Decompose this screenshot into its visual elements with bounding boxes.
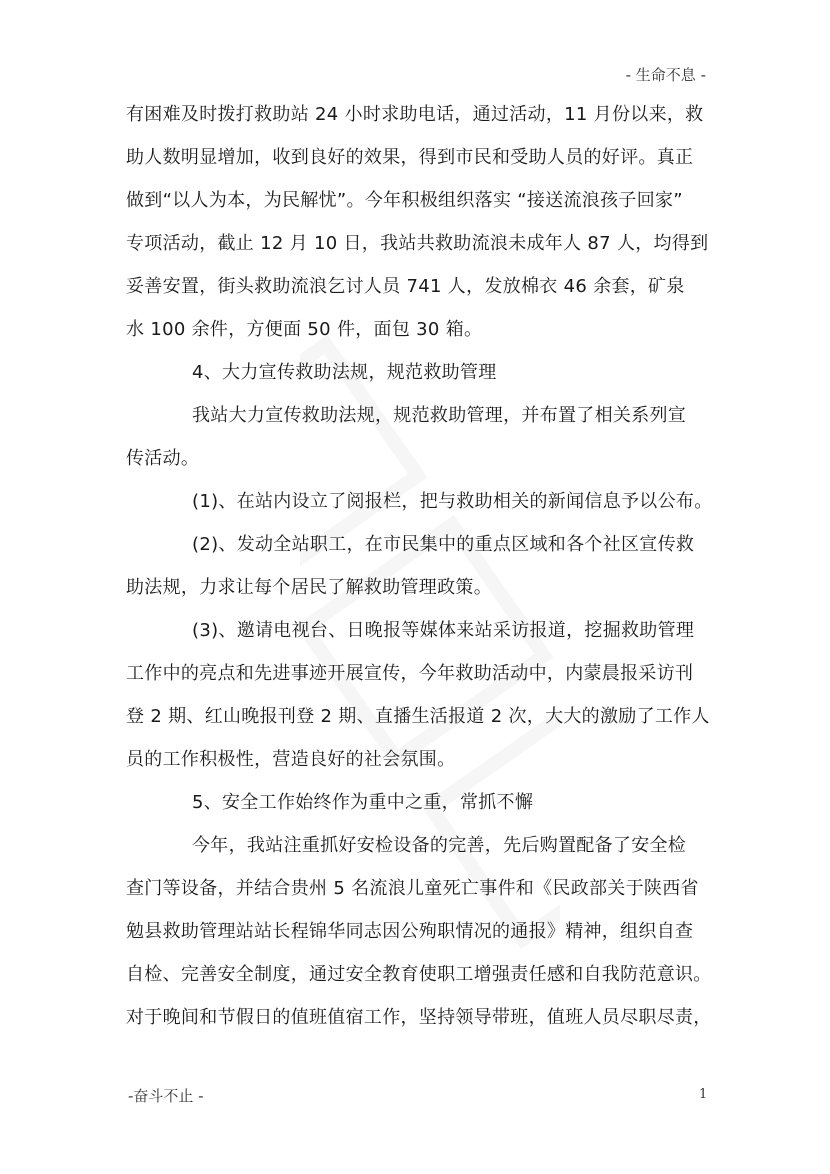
section-heading-5: 5、安全工作始终作为重中之重，常抓不懈	[192, 792, 534, 813]
text-line: 登 2 期、红山晚报刊登 2 期、直播生活报道 2 次，大大的激励了工作人	[126, 706, 710, 727]
text-line: (3)、邀请电视台、日晚报等媒体来站采访报道，挖掘救助管理	[192, 620, 695, 641]
text-line: 我站大力宣传救助法规，规范救助管理，并布置了相关系列宣	[192, 405, 687, 426]
section-heading-4: 4、大力宣传救助法规，规范救助管理	[192, 362, 497, 383]
text-line: 助法规，力求让每个居民了解救助管理政策。	[126, 577, 492, 598]
text-line: 工作中的亮点和先进事迹开展宣传，今年救助活动中，内蒙晨报采访刊	[126, 663, 694, 684]
page-header: - 生命不息 -	[625, 66, 706, 84]
text-line: 水 100 余件，方便面 50 件，面包 30 箱。	[126, 319, 483, 340]
list-item-1: (1)、在站内设立了阅报栏，把与救助相关的新闻信息予以公布。	[192, 491, 713, 512]
text-line: 查门等设备，并结合贵州 5 名流浪儿童死亡事件和《民政部关于陕西省	[126, 878, 699, 899]
text-line: 勉县救助管理站站长程锦华同志因公殉职情况的通报》精神，组织自查	[126, 921, 694, 942]
text-line: 今年，我站注重抓好安检设备的完善，先后购置配备了安全检	[192, 835, 687, 856]
text-line: 做到“以人为本，为民解忧”。今年积极组织落实 “接送流浪孩子回家”	[126, 190, 683, 211]
list-item-2	[126, 530, 706, 603]
page-footer: -奋斗不止 -	[128, 1087, 204, 1105]
page-number: 1	[699, 1087, 708, 1102]
body-text	[126, 100, 713, 1033]
text-line: 专项活动，截止 12 月 10 日，我站共救助流浪未成年人 87 人，均得到	[126, 233, 709, 254]
text-line: 传活动。	[126, 448, 200, 469]
text-line: 助人数明显增加，收到良好的效果，得到市民和受助人员的好评。真正	[126, 147, 694, 168]
list-item-3	[126, 616, 710, 775]
paragraph-publicity	[126, 401, 706, 474]
text-line: 自检、完善安全制度，通过安全教育使职工增强责任感和自我防范意识。	[126, 964, 712, 985]
text-line: 员的工作积极性，营造良好的社会氛围。	[126, 749, 456, 770]
paragraph-relief-activities	[126, 100, 709, 345]
text-line: (2)、发动全站职工，在市民集中的重点区域和各个社区宣传救	[192, 534, 695, 555]
paragraph-safety	[126, 831, 712, 1033]
text-line: 对于晚间和节假日的值班值宿工作，坚持领导带班，值班人员尽职尽责，	[126, 1007, 712, 1028]
text-line: 妥善安置，街头救助流浪乞讨人员 741 人，发放棉衣 46 余套，矿泉	[126, 276, 685, 297]
text-line: 有困难及时拨打救助站 24 小时求助电话，通过活动，11 月份以来，救	[126, 104, 704, 125]
